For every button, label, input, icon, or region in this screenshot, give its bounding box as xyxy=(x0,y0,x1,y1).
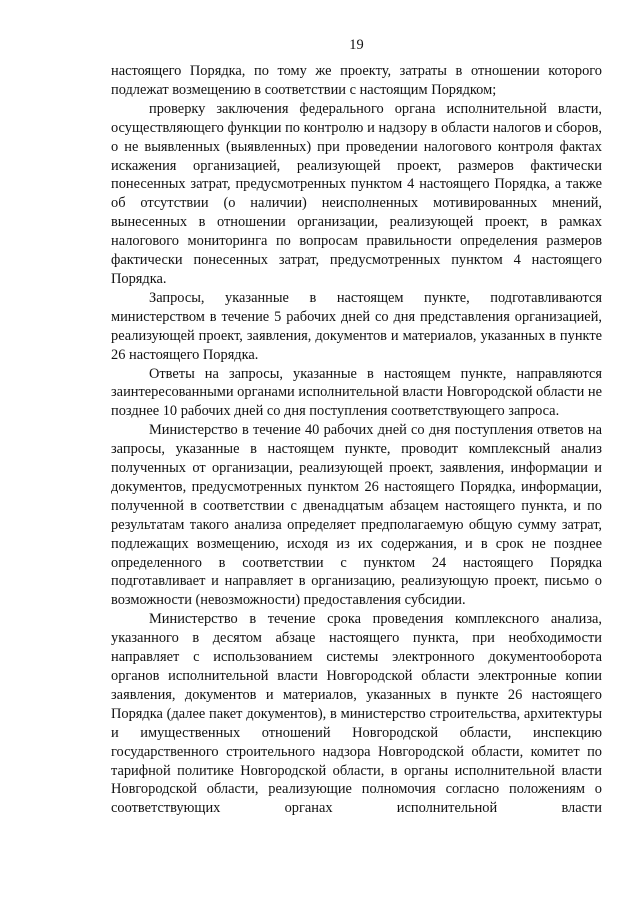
page-number: 19 xyxy=(349,37,364,53)
document-body xyxy=(111,62,602,818)
paragraph-4: Ответы на запросы, указанные в настоящем пункте, направляются заинтересованными органами исполнительной власти Новгородской области не позднее 10 рабочих дней со дня поступления соответствующего запроса. xyxy=(111,365,602,420)
paragraph-3: Запросы, указанные в настоящем пункте, подготавливаются министерством в течение 5 рабочих дней со дня представления организацией, реализующей проект, заявления, документов и материалов, указанных в пункте 26 настоящего Порядка. xyxy=(111,289,602,363)
paragraph-1: настоящего Порядка, по тому же проекту, затраты в отношении которого подлежат возмещению в соответствии с настоящим Порядком; xyxy=(111,63,602,98)
paragraph-6: Министерство в течение срока проведения комплексного анализа, указанного в десятом абзаце настоящего пункта, при необходимости направляет с использованием системы электронного документооборота органов исполнительной власти Новгородской области электронные копии заявления, документов и материалов, указанных в пункте 26 настоящего Порядка (далее пакет документов), в министерство строительства, архитектуры и имущественных отношений Новгородской области, инспекцию государственного строительного надзора Новгородской области, комитет по тарифной политике Новгородской области, в органы исполнительной власти Новгородской области, реализующие полномочия согласно положениям о соответствующих органах исполнительной власти xyxy=(111,611,602,817)
paragraph-5: Министерство в течение 40 рабочих дней со дня поступления ответов на запросы, указанные в настоящем пункте, проводит комплексный анализ полученных от организации, реализующей проект, заявления, информации и документов, предусмотренных пунктом 26 настоящего Порядка, информации, полученной в соответствии с двенадцатым абзацем настоящего пункта, и по результатам такого анализа определяет предполагаемую общую сумму затрат, подлежащих возмещению, исходя из их содержания, и в срок не позднее определенного в соответствии с пунктом 24 настоящего Порядка подготавливает и направляет в организацию, реализующую проект, письмо о возможности (невозможности) предоставления субсидии. xyxy=(111,422,602,609)
paragraph-2: проверку заключения федерального органа исполнительной власти, осуществляющего функции по контролю и надзору в области налогов и сборов, о не выявленных (выявленных) при проведении налогового контроля фактах искажения организацией, реализующей проект, размеров фактически понесенных затрат, предусмотренных пунктом 4 настоящего Порядка, а также об отсутствии (о наличии) неисполненных мотивированных мнений, вынесенных в отношении организации, реализующей проект, в рамках налогового мониторинга по вопросам правильности определения размеров фактически понесенных затрат, предусмотренных пунктом 4 настоящего Порядка. xyxy=(111,100,602,287)
